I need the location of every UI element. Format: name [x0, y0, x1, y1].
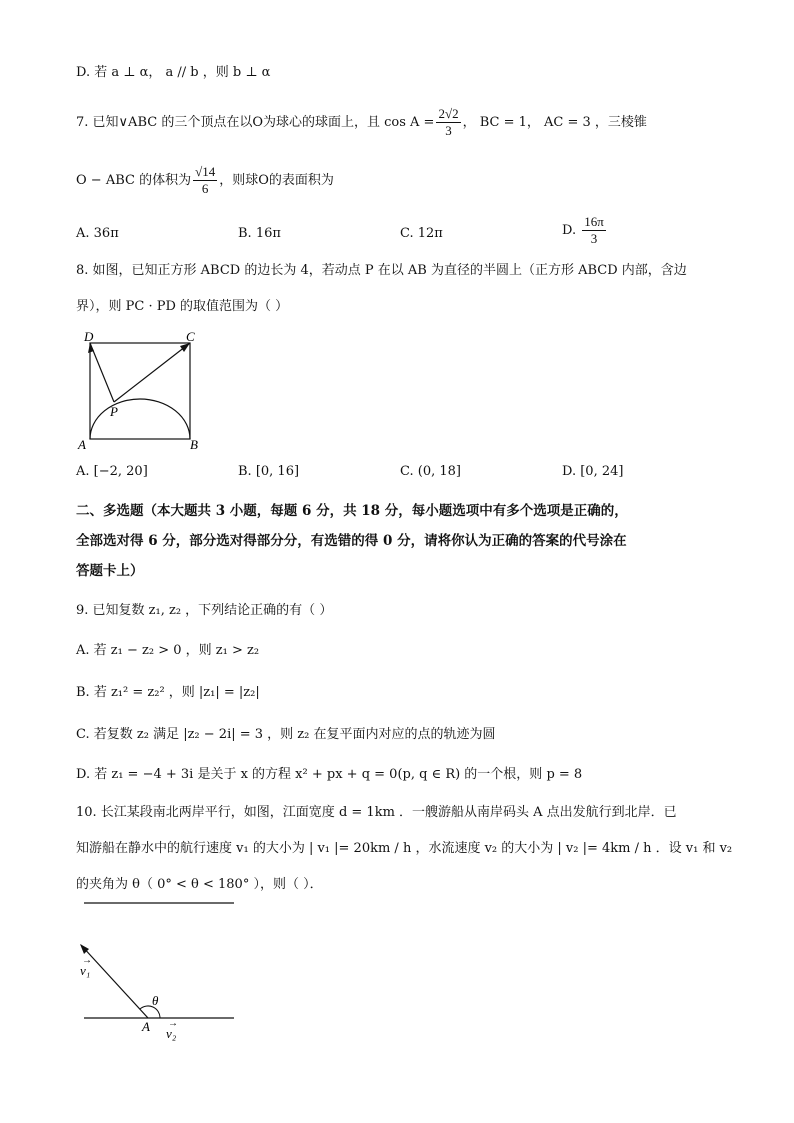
q8-option-a: A. [−2, 20] — [76, 464, 148, 479]
q10-stem-line3: 的夹角为 θ（ 0° < θ < 180° ），则（ ）． — [76, 877, 323, 892]
q7-option-d-fraction — [582, 214, 606, 247]
q7-stem-line2 — [76, 164, 334, 197]
section2-line2: 全部选对得 6 分，部分选对得部分分，有选错的得 0 分，请将你认为正确的答案的代号涂在 — [76, 533, 627, 549]
section2-line1: 二、多选题（本大题共 3 小题，每题 6 分，共 18 分，每小题选项中有多个选项是正确的， — [76, 503, 628, 519]
q9-option-b: B. 若 z₁² = z₂² ，则 |z₁| = |z₂| — [76, 685, 260, 700]
label-b: B — [190, 437, 198, 452]
cos-denominator: 3 — [445, 123, 452, 138]
square-semicircle-figure — [76, 328, 206, 453]
q8-stem-line1: 8. 如图，已知正方形 ABCD 的边长为 4，若动点 P 在以 AB 为直径的半圆上（正方形 ABCD 内部，含边 — [76, 263, 687, 278]
q7-stem-d: ，则球O的表面积为 — [219, 173, 334, 188]
q7-option-d-label: D. — [562, 223, 577, 238]
q7-option-a: A. 36π — [76, 226, 119, 241]
label-point-a: A — [142, 1019, 150, 1034]
q8-option-d: D. [0, 24] — [562, 464, 624, 479]
label-theta: θ — [152, 993, 159, 1008]
q7-option-c: C. 12π — [400, 226, 443, 241]
q10-stem-line2: 知游船在静水中的航行速度 v₁ 的大小为 | v₁ |= 20km / h ，水流速度 v₂ 的大小为 | v₂ |= 4km / h ．设 v₁ 和 v₂ — [76, 841, 733, 856]
q7-stem-line1 — [76, 106, 647, 139]
cos-a-fraction — [436, 106, 460, 139]
q7-option-d-numerator: 16π — [584, 214, 604, 229]
q7-stem-a: 7. 已知∨ABC 的三个顶点在以O为球心的球面上，且 cos A = — [76, 115, 435, 130]
label-c: C — [186, 329, 195, 344]
v2-arrow-icon: → — [168, 1018, 178, 1029]
label-p: P — [110, 404, 118, 419]
q9-option-c: C. 若复数 z₂ 满足 |z₂ − 2i| = 3 ，则 z₂ 在复平面内对应的点的轨迹为圆 — [76, 727, 496, 742]
q7-stem-b: ， BC = 1， AC = 3 ，三棱锥 — [462, 115, 647, 130]
volume-fraction — [193, 164, 217, 197]
q8-stem-line2: 界），则 PC · PD 的取值范围为（ ） — [76, 299, 289, 314]
q9-option-d: D. 若 z₁ = −4 + 3i 是关于 x 的方程 x² + px + q = 0(p, q ∈ R) 的一个根，则 p = 8 — [76, 767, 583, 782]
section2-line3: 答题卡上） — [76, 563, 144, 579]
q9-option-a: A. 若 z₁ − z₂ > 0 ，则 z₁ > z₂ — [76, 643, 260, 658]
q8-option-c: C. (0, 18] — [400, 464, 461, 479]
label-v2: v₂ — [166, 1026, 177, 1041]
q7-stem-c: O − ABC 的体积为 — [76, 173, 192, 188]
volume-numerator: √14 — [195, 164, 216, 179]
v1-arrow-icon: → — [82, 955, 92, 966]
q7-option-d — [562, 214, 608, 247]
label-d: D — [84, 329, 94, 344]
q6-option-d: D. 若 a ⊥ α， a // b ，则 b ⊥ α — [76, 65, 271, 80]
cos-numerator: 2√2 — [438, 106, 459, 121]
q7-option-b: B. 16π — [238, 226, 281, 241]
q8-option-b: B. [0, 16] — [238, 464, 300, 479]
volume-denominator: 6 — [201, 181, 209, 196]
q7-option-d-denominator: 3 — [590, 231, 598, 246]
label-a: A — [78, 437, 86, 452]
q10-stem-line1: 10. 长江某段南北两岸平行，如图，江面宽度 d = 1km ．一艘游船从南岸码头 A 点出发航行到北岸．已 — [76, 805, 677, 820]
label-v1: v₁ — [80, 963, 91, 978]
q9-stem: 9. 已知复数 z₁, z₂ ，下列结论正确的有（ ） — [76, 603, 333, 618]
river-velocity-figure — [76, 895, 246, 1045]
